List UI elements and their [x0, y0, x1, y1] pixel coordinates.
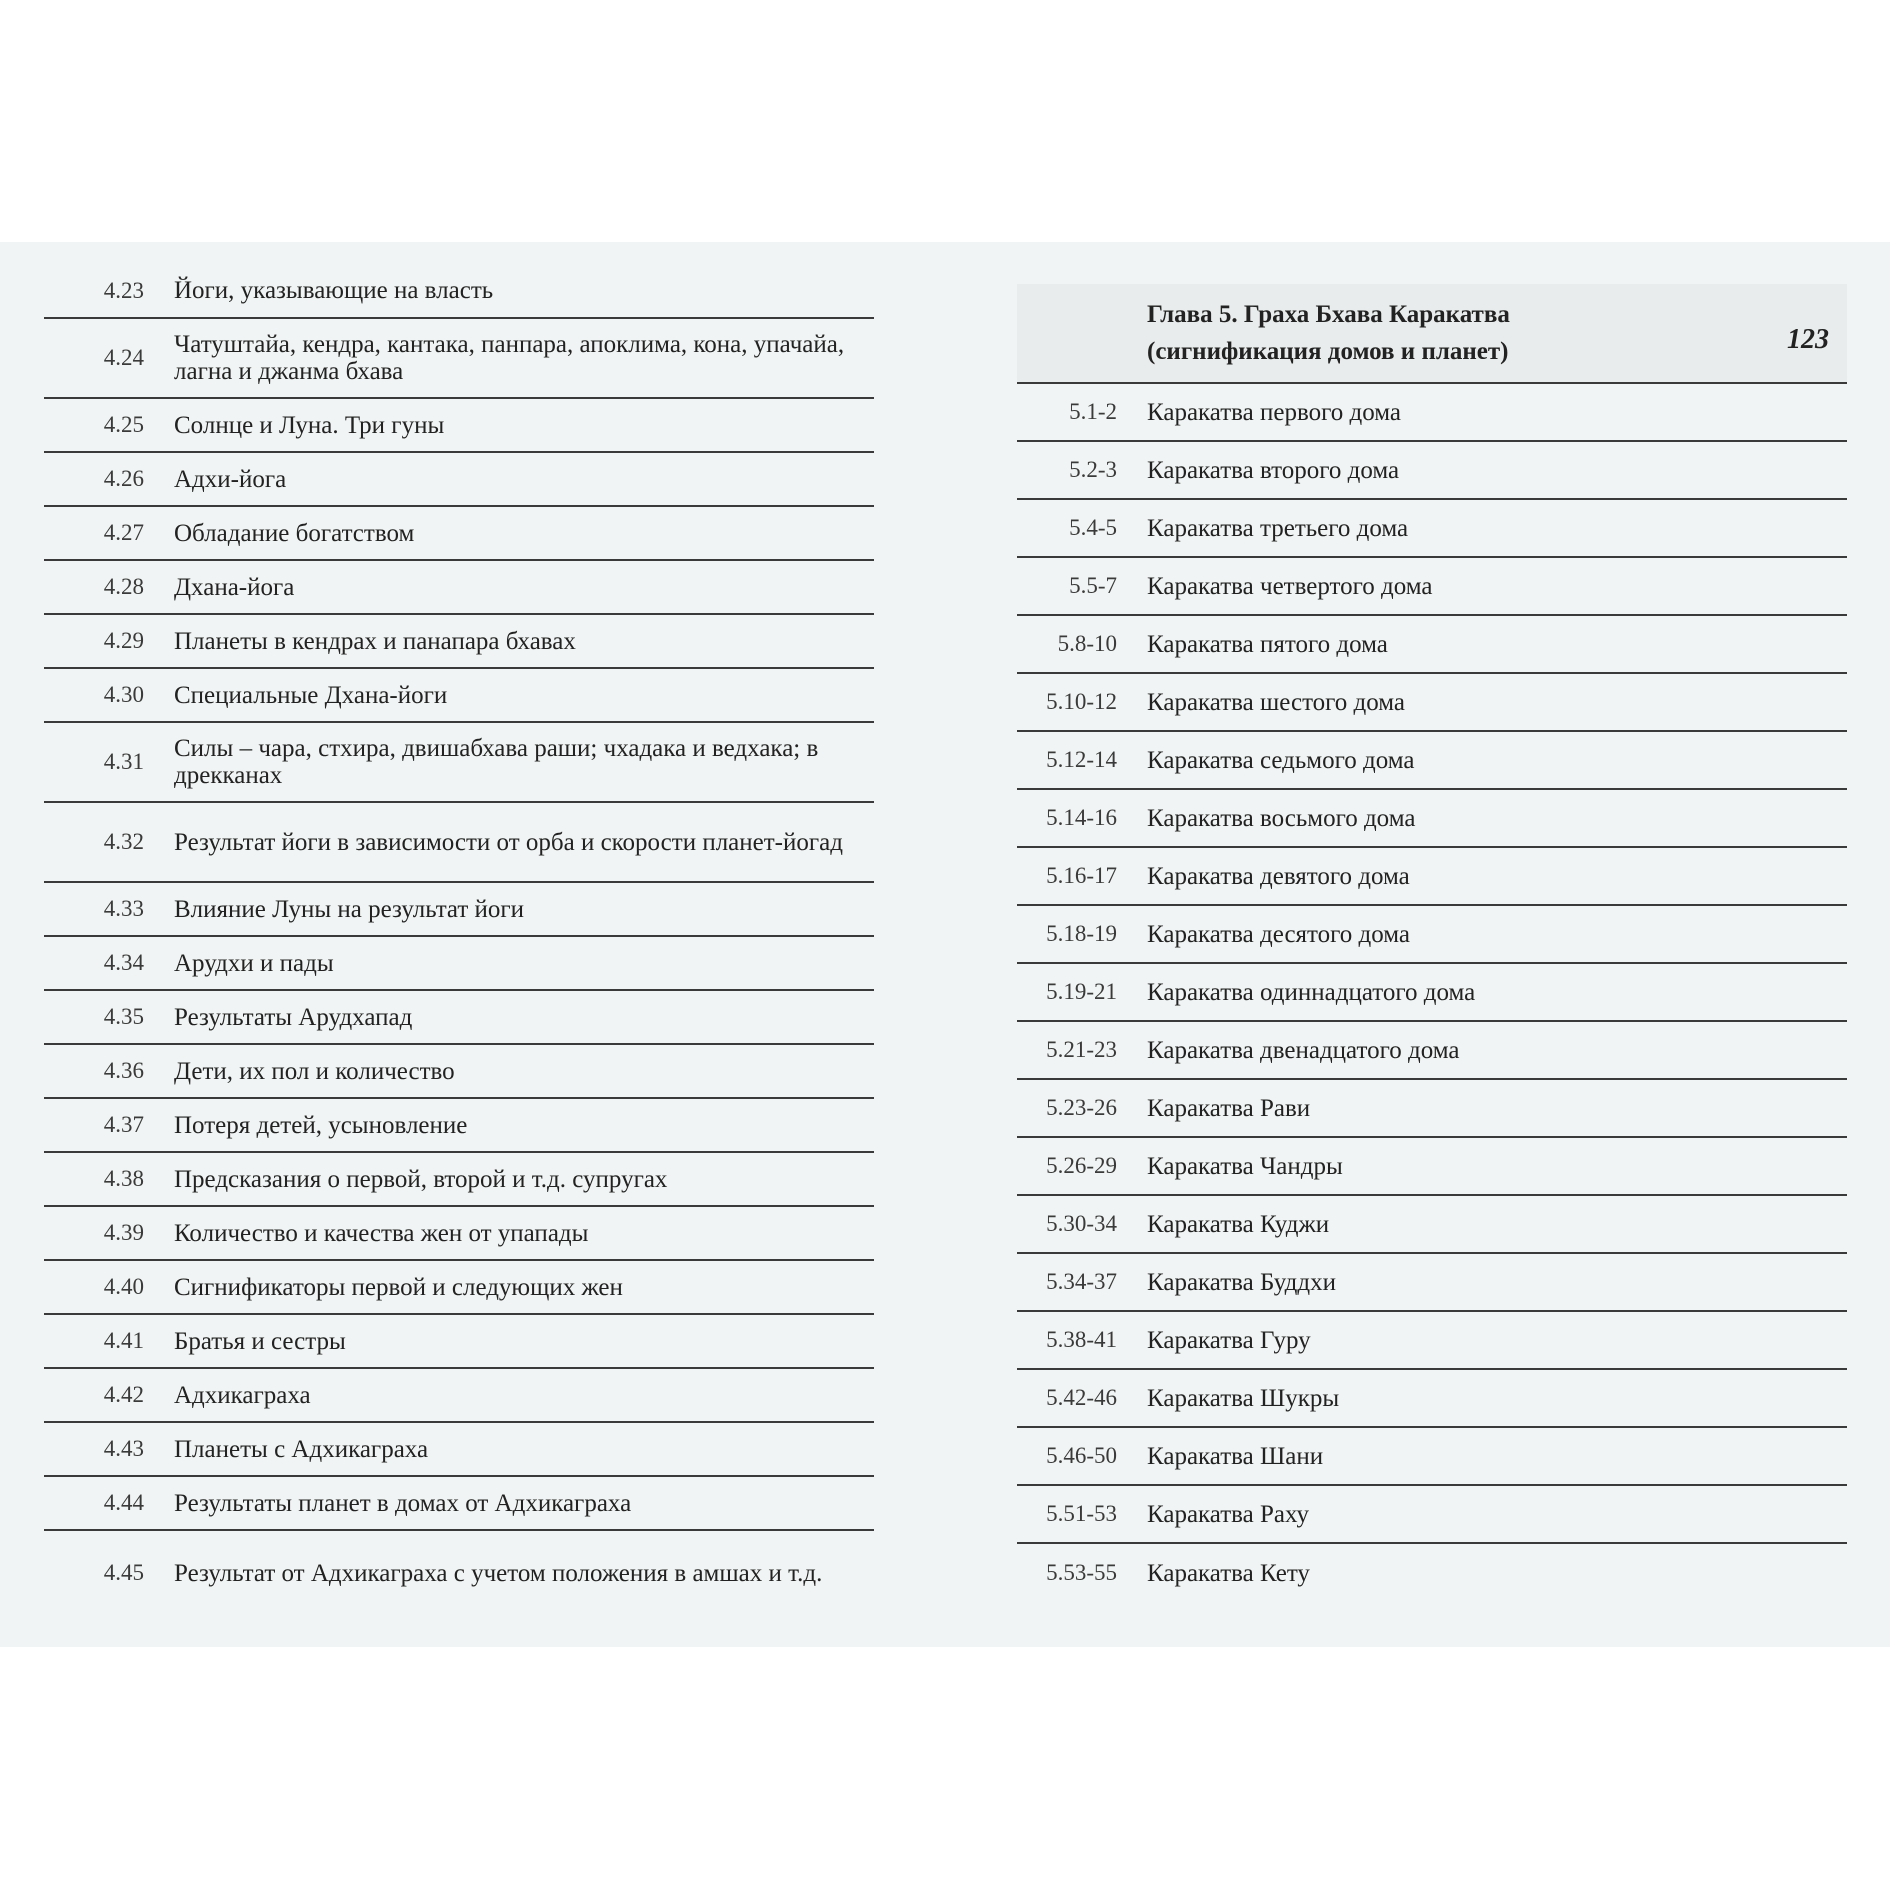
section-number: 5.30-34	[1046, 1211, 1117, 1236]
section-title: Результат от Адхикаграха с учетом положения в амшах и т.д.	[174, 1559, 823, 1587]
section-title: Потеря детей, усыновление	[174, 1111, 468, 1139]
toc-entry	[1017, 558, 1847, 616]
section-title: Каракатва Куджи	[1147, 1210, 1330, 1238]
section-title: Каракатва девятого дома	[1147, 862, 1410, 890]
section-title: Результаты Арудхапад	[174, 1003, 413, 1031]
toc-entry	[1017, 384, 1847, 442]
section-title: Каракатва Рави	[1147, 1094, 1311, 1122]
section-number: 4.35	[103, 1004, 144, 1029]
section-title: Адхи-йога	[174, 465, 287, 493]
section-title: Дхана-йога	[174, 573, 295, 601]
section-number: 5.23-26	[1046, 1095, 1117, 1120]
toc-entry	[44, 242, 874, 319]
section-title: Силы – чара, стхира, двишабхава раши; чхадака и ведхака; в дрекканах	[174, 735, 819, 789]
section-number: 5.46-50	[1046, 1443, 1117, 1468]
section-number: 4.42	[103, 1382, 144, 1407]
left-page	[44, 242, 874, 1615]
toc-entry	[44, 723, 874, 803]
section-title: Каракатва двенадцатого дома	[1147, 1036, 1460, 1064]
section-title: Каракатва Раху	[1147, 1500, 1310, 1528]
section-title: Каракатва первого дома	[1147, 398, 1401, 426]
chapter-header	[1017, 284, 1847, 384]
section-title: Дети, их пол и количество	[174, 1057, 455, 1085]
toc-entry	[44, 669, 874, 723]
toc-entry	[44, 507, 874, 561]
section-title: Каракатва третьего дома	[1147, 514, 1409, 542]
toc-entry	[44, 1477, 874, 1531]
section-number: 4.25	[103, 412, 144, 437]
section-title: Каракатва Шани	[1147, 1442, 1324, 1470]
section-number: 4.27	[103, 520, 144, 545]
toc-entry	[44, 399, 874, 453]
section-title: Результат йоги в зависимости от орба и скорости планет-йогад	[174, 828, 843, 856]
chapter-title-line2: (сигнификация домов и планет)	[1147, 338, 1509, 365]
toc-entry	[1017, 1428, 1847, 1486]
right-toc-list	[1017, 384, 1847, 1602]
section-title: Каракатва Гуру	[1147, 1326, 1311, 1354]
section-title: Каракатва десятого дома	[1147, 920, 1411, 948]
section-number: 4.40	[103, 1274, 144, 1299]
toc-entry	[1017, 616, 1847, 674]
section-title: Арудхи и пады	[174, 949, 334, 977]
section-number: 5.5-7	[1069, 573, 1117, 598]
section-number: 4.41	[103, 1328, 144, 1353]
section-number: 4.39	[103, 1220, 144, 1245]
section-number: 4.37	[103, 1112, 144, 1137]
section-title: Каракатва пятого дома	[1147, 630, 1388, 658]
toc-entry	[44, 1099, 874, 1153]
toc-entry	[1017, 1544, 1847, 1602]
section-title: Каракатва шестого дома	[1147, 688, 1406, 716]
toc-entry	[44, 1153, 874, 1207]
toc-entry	[1017, 906, 1847, 964]
section-title: Предсказания о первой, второй и т.д. супругах	[174, 1165, 668, 1193]
section-number: 5.8-10	[1057, 631, 1117, 656]
section-number: 4.30	[103, 682, 144, 707]
section-title: Солнце и Луна. Три гуны	[174, 411, 445, 439]
section-number: 5.12-14	[1046, 747, 1117, 772]
section-title: Результаты планет в домах от Адхикаграха	[174, 1489, 632, 1517]
section-number: 5.2-3	[1069, 457, 1117, 482]
toc-entry	[44, 883, 874, 937]
toc-entry	[1017, 1080, 1847, 1138]
section-number: 5.4-5	[1069, 515, 1117, 540]
section-number: 5.51-53	[1046, 1501, 1117, 1526]
section-number: 5.26-29	[1046, 1153, 1117, 1178]
toc-entry	[44, 937, 874, 991]
section-number: 4.44	[103, 1490, 144, 1515]
section-number: 5.16-17	[1046, 863, 1117, 888]
section-number: 4.38	[103, 1166, 144, 1191]
toc-entry	[44, 1369, 874, 1423]
section-number: 4.34	[103, 950, 144, 975]
page-number: 123	[1787, 324, 1829, 355]
toc-entry	[1017, 1370, 1847, 1428]
toc-entry	[1017, 1254, 1847, 1312]
section-title: Чатуштайа, кендра, кантака, панпара, апоклима, кона, упачайа, лагна и джанма бхава	[174, 331, 845, 385]
section-number: 4.43	[103, 1436, 144, 1461]
section-number: 4.31	[103, 749, 144, 774]
section-number: 5.1-2	[1069, 399, 1117, 424]
section-title: Каракатва второго дома	[1147, 456, 1400, 484]
section-title: Влияние Луны на результат йоги	[174, 895, 525, 923]
toc-entry	[1017, 1022, 1847, 1080]
section-number: 4.33	[103, 896, 144, 921]
section-title: Количество и качества жен от упапады	[174, 1219, 589, 1247]
toc-entry	[1017, 790, 1847, 848]
toc-entry	[44, 561, 874, 615]
toc-entry	[44, 1261, 874, 1315]
section-title: Каракатва Шукры	[1147, 1384, 1340, 1412]
section-title: Планеты с Адхикаграха	[174, 1435, 429, 1463]
section-title: Каракатва восьмого дома	[1147, 804, 1416, 832]
toc-entry	[1017, 848, 1847, 906]
section-number: 4.36	[103, 1058, 144, 1083]
section-title: Обладание богатством	[174, 519, 415, 547]
section-number: 4.29	[103, 628, 144, 653]
toc-entry	[44, 1207, 874, 1261]
toc-entry	[1017, 1196, 1847, 1254]
section-title: Каракатва Кету	[1147, 1559, 1310, 1587]
section-title: Специальные Дхана-йоги	[174, 681, 448, 709]
section-title: Каракатва седьмого дома	[1147, 746, 1415, 774]
toc-entry	[1017, 1486, 1847, 1544]
section-title: Братья и сестры	[174, 1327, 346, 1355]
section-title: Адхикаграха	[174, 1381, 311, 1409]
toc-entry	[1017, 1312, 1847, 1370]
section-title: Сигнификаторы первой и следующих жен	[174, 1273, 623, 1301]
section-number: 4.32	[103, 829, 144, 854]
section-number: 5.34-37	[1046, 1269, 1117, 1294]
section-title: Планеты в кендрах и панапара бхавах	[174, 627, 576, 655]
toc-entry	[44, 1531, 874, 1615]
toc-entry	[44, 803, 874, 883]
section-title: Каракатва Буддхи	[1147, 1268, 1336, 1296]
toc-entry	[44, 319, 874, 399]
toc-entry	[44, 991, 874, 1045]
section-number: 5.42-46	[1046, 1385, 1117, 1410]
book-spread	[0, 242, 1890, 1647]
section-number: 4.26	[103, 466, 144, 491]
section-number: 5.19-21	[1046, 979, 1117, 1004]
toc-entry	[1017, 674, 1847, 732]
toc-entry	[1017, 442, 1847, 500]
toc-entry	[1017, 500, 1847, 558]
section-number: 5.10-12	[1046, 689, 1117, 714]
section-number: 5.38-41	[1046, 1327, 1117, 1352]
section-number: 4.24	[103, 345, 144, 370]
toc-entry	[1017, 1138, 1847, 1196]
section-number: 5.14-16	[1046, 805, 1117, 830]
section-number: 4.23	[103, 277, 144, 303]
section-number: 4.28	[103, 574, 144, 599]
section-number: 5.18-19	[1046, 921, 1117, 946]
toc-entry	[1017, 732, 1847, 790]
toc-entry	[44, 1315, 874, 1369]
toc-entry	[44, 1045, 874, 1099]
section-number: 5.21-23	[1046, 1037, 1117, 1062]
section-number: 5.53-55	[1046, 1560, 1117, 1585]
section-title: Йоги, указывающие на власть	[174, 277, 494, 304]
right-page	[1017, 242, 1847, 1602]
chapter-title	[1147, 296, 1510, 370]
section-number: 4.45	[103, 1560, 144, 1585]
section-title: Каракатва одиннадцатого дома	[1147, 978, 1476, 1006]
toc-entry	[1017, 964, 1847, 1022]
section-title: Каракатва Чандры	[1147, 1152, 1343, 1180]
toc-entry	[44, 453, 874, 507]
chapter-title-line1: Глава 5. Граха Бхава Каракатва	[1147, 301, 1510, 328]
toc-entry	[44, 615, 874, 669]
toc-entry	[44, 1423, 874, 1477]
section-title: Каракатва четвертого дома	[1147, 572, 1433, 600]
